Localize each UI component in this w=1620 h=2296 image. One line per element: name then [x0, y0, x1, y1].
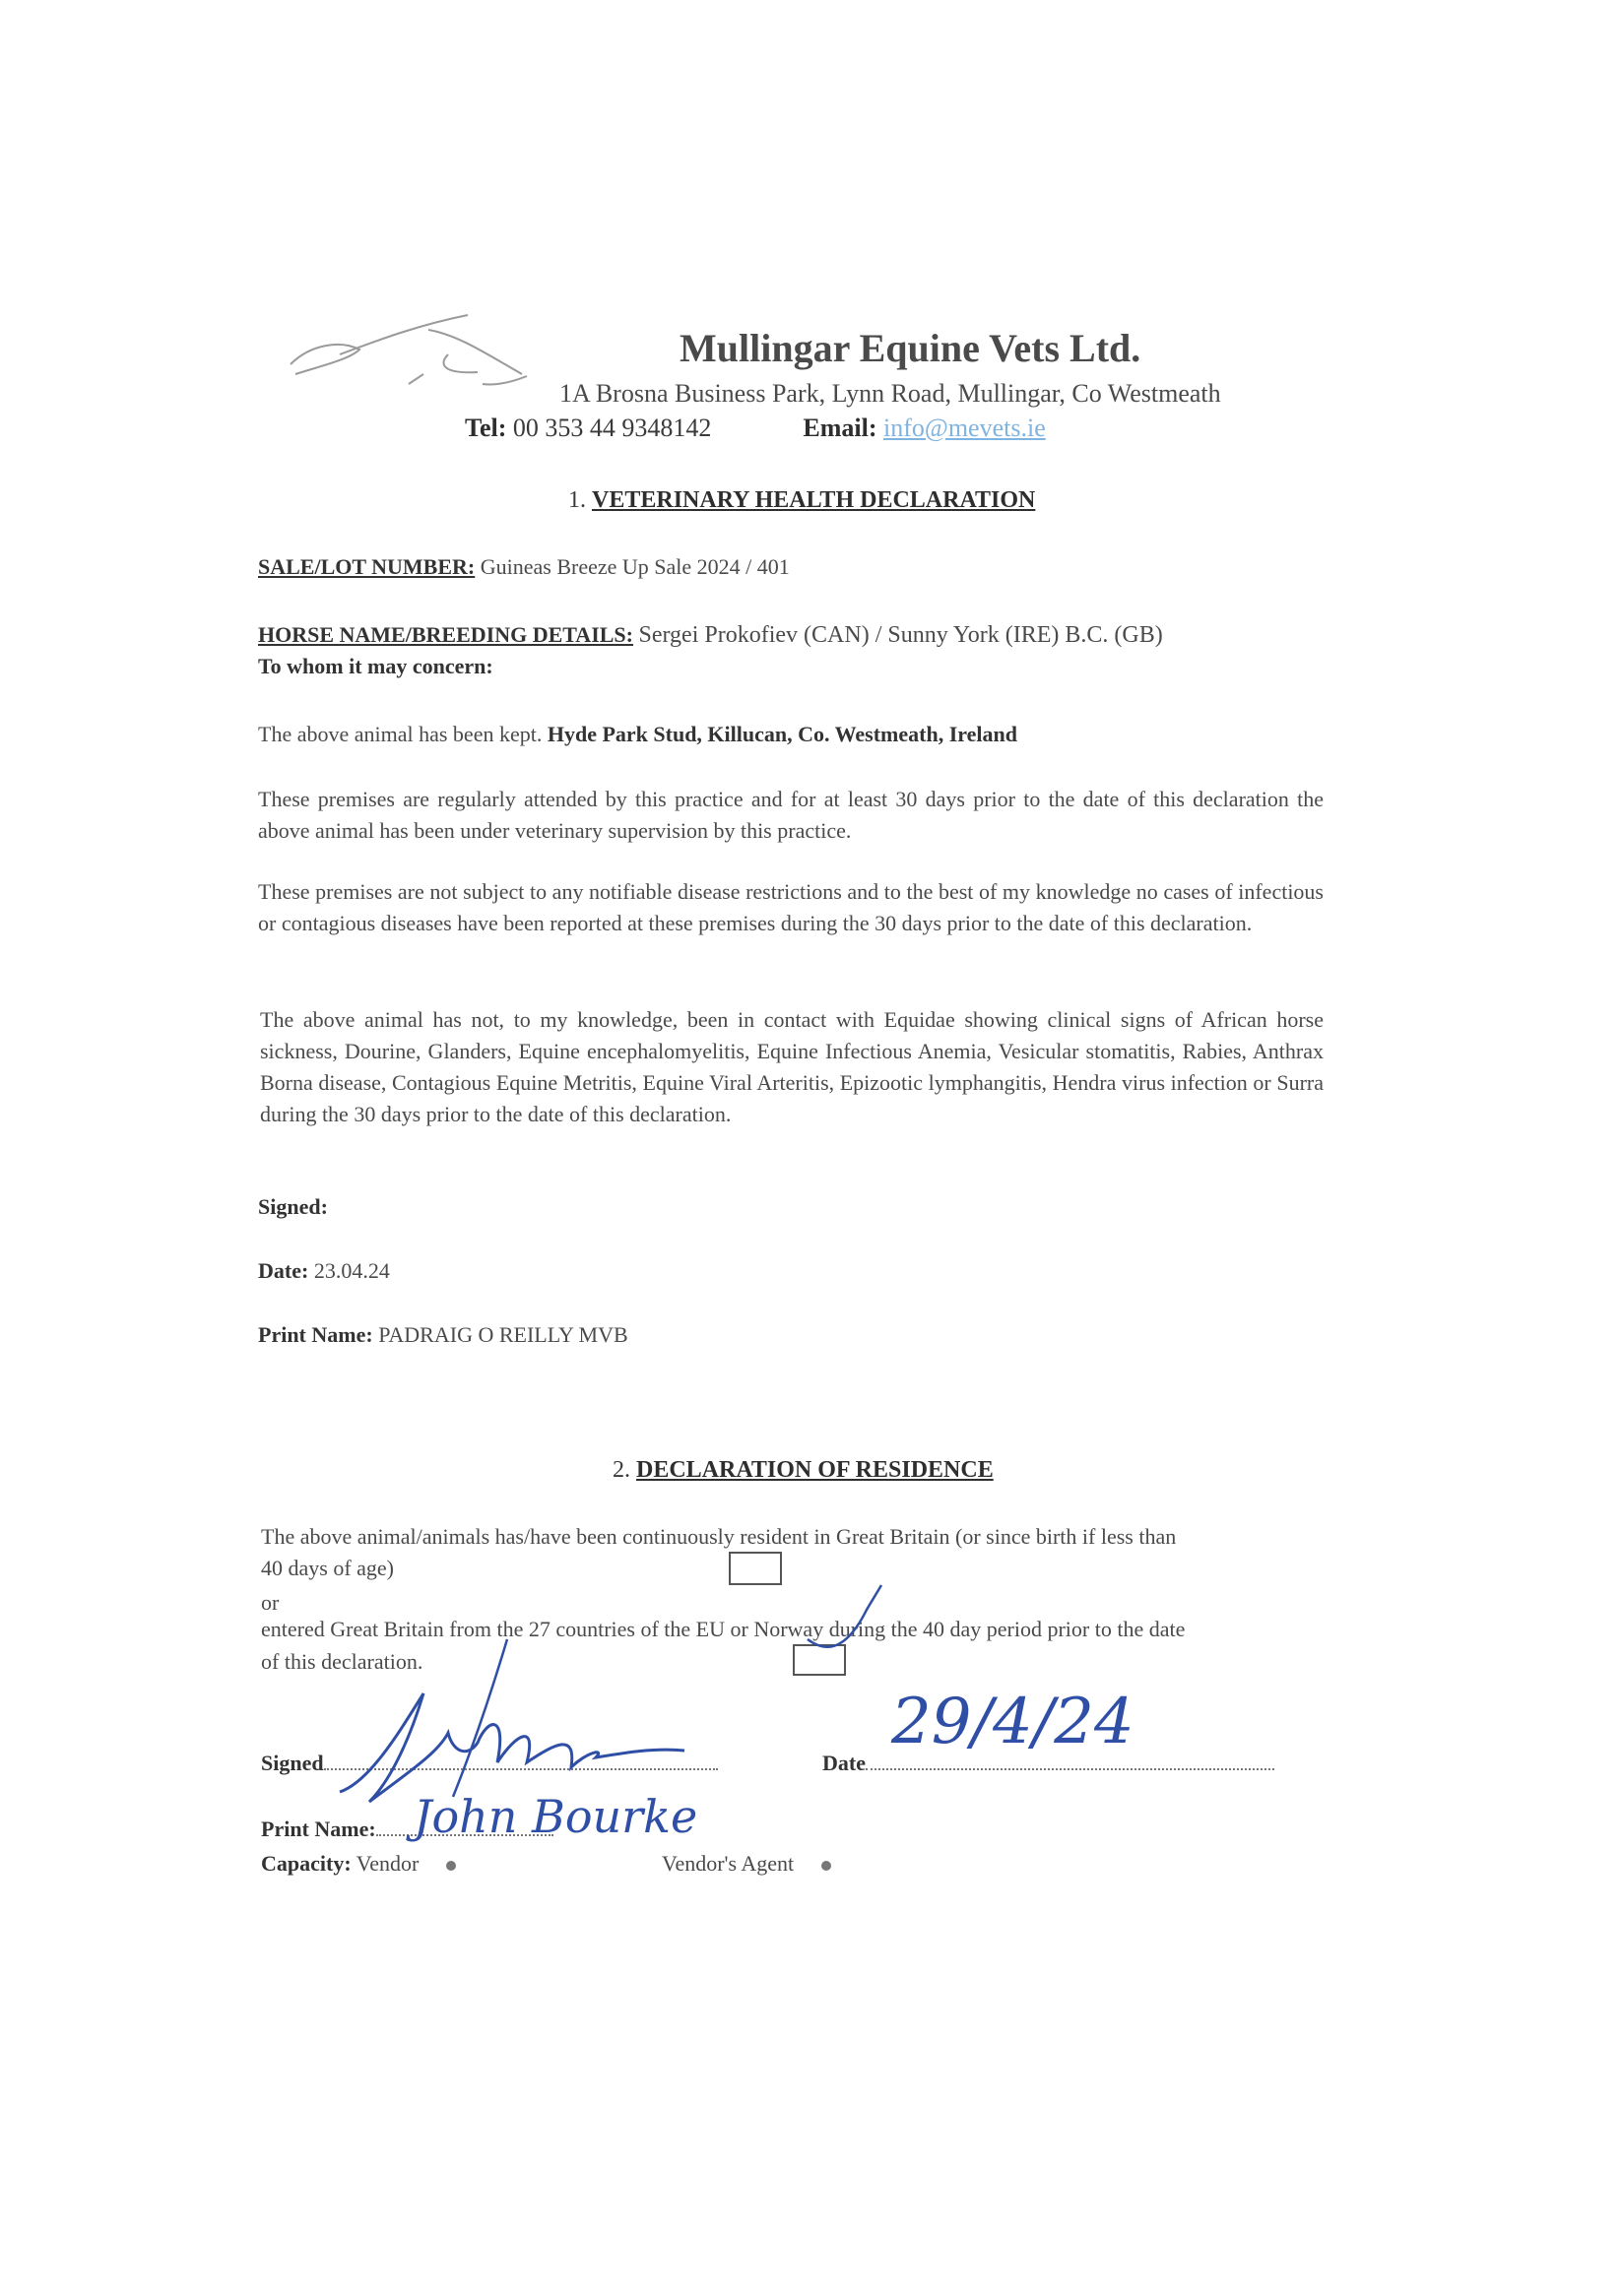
sale-value: Guineas Breeze Up Sale 2024 / 401: [480, 554, 790, 579]
capacity-agent: [662, 1851, 831, 1877]
tel-value: 00 353 44 9348142: [512, 414, 712, 442]
residence-line-4: of this declaration.: [261, 1649, 423, 1674]
paragraph-supervision: These premises are regularly attended by this practice and for at least 30 days prior to the date of this declaration the above animal has been under veterinary supervision by this practice.: [258, 787, 1324, 843]
vendor-date-label: Date: [822, 1751, 866, 1775]
vet-date-value: 23.04.24: [313, 1258, 390, 1283]
capacity-label: Capacity:: [261, 1851, 352, 1876]
company-contact: [465, 414, 1046, 443]
company-address: 1A Brosna Business Park, Lynn Road, Mullingar, Co Westmeath: [559, 379, 1221, 408]
vendor-print-handwritten: John Bourke: [414, 1790, 698, 1843]
kept-line: [258, 722, 1017, 747]
vet-date-label: Date:: [258, 1258, 309, 1283]
email-link[interactable]: info@mevets.ie: [883, 414, 1046, 442]
kept-text: The above animal has been kept.: [258, 722, 543, 746]
section1-number: 1.: [568, 487, 586, 513]
section2-number: 2.: [613, 1457, 630, 1483]
vet-print-value: PADRAIG O REILLY MVB: [378, 1322, 628, 1347]
email-label: Email:: [803, 414, 877, 442]
vendor-print-label: Print Name:: [261, 1817, 376, 1841]
vet-print-name: [258, 1322, 628, 1348]
capacity-agent-label: Vendor's Agent: [662, 1851, 795, 1876]
vendor-radio[interactable]: [446, 1861, 456, 1871]
agent-radio[interactable]: [821, 1861, 831, 1871]
capacity-vendor: Vendor: [356, 1851, 420, 1876]
kept-place: Hyde Park Stud, Killucan, Co. Westmeath, Ireland: [547, 722, 1017, 746]
horse-value: Sergei Prokofiev (CAN) / Sunny York (IRE) B.C. (GB): [638, 622, 1163, 648]
section1-heading: VETERINARY HEALTH DECLARATION: [592, 487, 1036, 513]
horse-label: HORSE NAME/BREEDING DETAILS:: [258, 622, 633, 647]
capacity-row: [261, 1851, 456, 1877]
vet-print-label: Print Name:: [258, 1322, 373, 1347]
vendor-signed-label: Signed: [261, 1751, 324, 1775]
section2-title: [613, 1457, 994, 1484]
sale-label: SALE/LOT NUMBER:: [258, 554, 476, 579]
residence-line-3: entered Great Britain from the 27 countries of the EU or Norway during the 40 day period prior to the date: [261, 1617, 1186, 1641]
tel-label: Tel:: [465, 414, 507, 442]
sale-lot: [258, 554, 790, 580]
vet-date: [258, 1258, 390, 1284]
horse-logo: [281, 305, 537, 404]
section2-heading: DECLARATION OF RESIDENCE: [636, 1457, 994, 1483]
horse-details: [258, 622, 1163, 649]
residence-line-2: 40 days of age): [261, 1556, 395, 1580]
paragraph-restrictions: These premises are not subject to any notifiable disease restrictions and to the best of my knowledge no cases of infectious or contagious diseases have been reported at these premises during the 30 days prior to the date of this declaration.: [258, 879, 1324, 935]
section1-title: [568, 487, 1035, 514]
vendor-date-handwritten: 29/4/24: [891, 1686, 1134, 1758]
paragraph-contact: The above animal has not, to my knowledge, been in contact with Equidae showing clinical signs of African horse sickness, Dourine, Glanders, Equine encephalomyelitis, Equine Infectious Anemia, Vesicular stomatitis, Rabies, Anthrax Borna disease, Contagious Equine Metritis, Equine Viral Arteritis, Epizootic lymphangitis, Hendra virus infection or Surra during the 30 days prior to the date of this declaration.: [260, 1007, 1324, 1126]
residence-line-1: The above animal/animals has/have been continuously resident in Great Britain (or since birth if less than: [261, 1524, 1177, 1549]
to-whom: To whom it may concern:: [258, 654, 493, 678]
vet-signed-label: Signed:: [258, 1194, 328, 1219]
company-name: Mullingar Equine Vets Ltd.: [680, 326, 1141, 370]
or-label: or: [261, 1590, 280, 1615]
